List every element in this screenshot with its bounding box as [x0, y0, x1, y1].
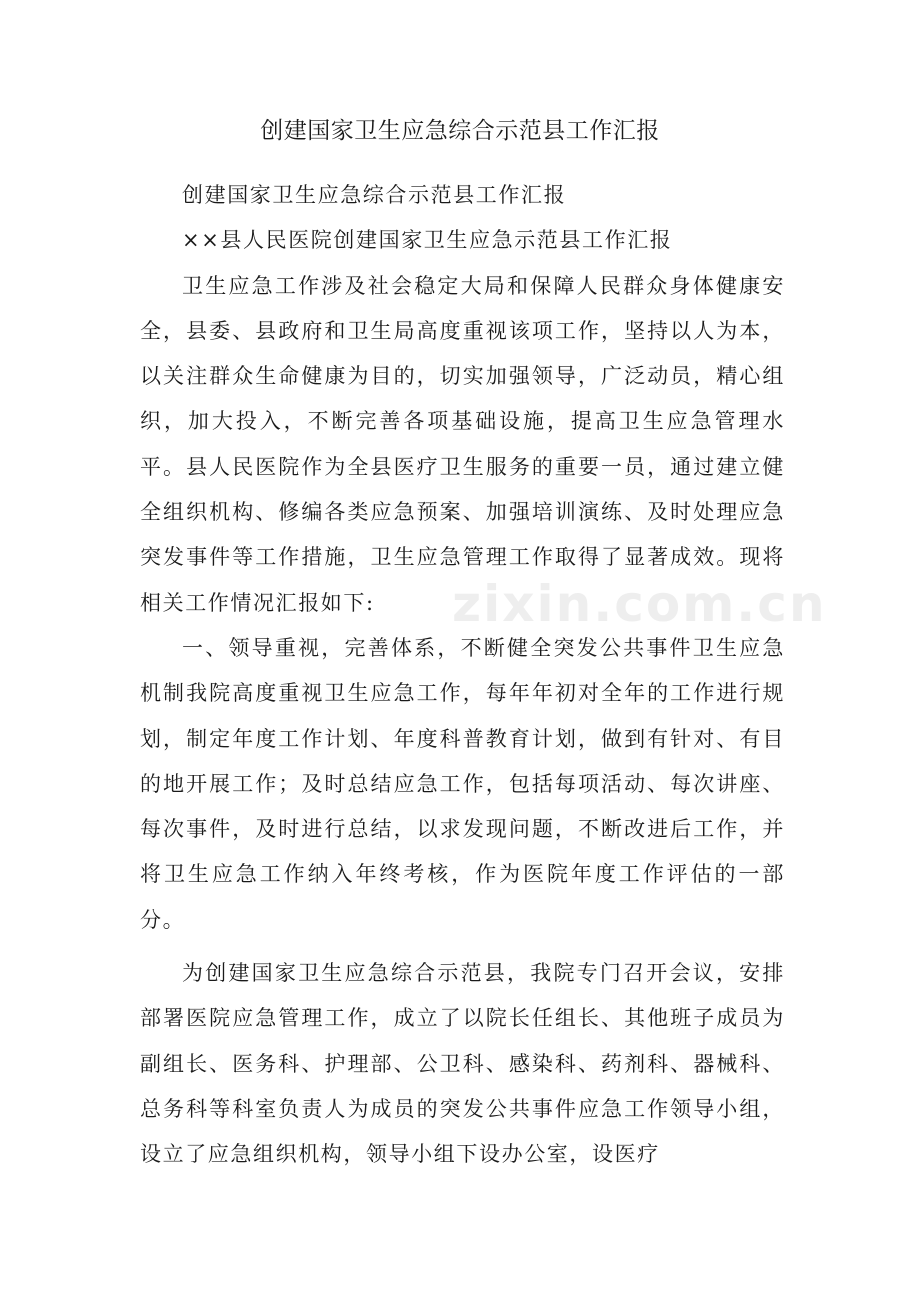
paragraph-intro: 卫生应急工作涉及社会稳定大局和保障人民群众身体健康安全，县委、县政府和卫生局高度重视该项工作，坚持以人为本，以关注群众生命健康为目的，切实加强领导，广泛动员，精心组织，加大投入，不断完善各项基础设施，提高卫生应急管理水平。县人民医院作为全县医疗卫生服务的重要一员，通过建立健全组织机构、修编各类应急预案、加强培训演练、及时处理应急突发事件等工作措施，卫生应急管理工作取得了显著成效。现将相关工作情况汇报如下:: [140, 273, 785, 615]
document-title: 创建国家卫生应急综合示范县工作汇报: [260, 118, 660, 144]
paragraph-report-heading: ××县人民医院创建国家卫生应急示范县工作汇报: [182, 228, 673, 253]
document-body: [140, 173, 785, 1178]
paragraph-organization: 为创建国家卫生应急综合示范县，我院专门召开会议，安排部署医院应急管理工作，成立了以院长任组长、其他班子成员为副组长、医务科、护理部、公卫科、感染科、药剂科、器械科、总务科等科室负责人为成员的突发公共事件应急工作领导小组，设立了应急组织机构，领导小组下设办公室，设医疗: [140, 961, 785, 1167]
paragraph-subtitle: 创建国家卫生应急综合示范县工作汇报: [182, 183, 567, 207]
paragraph-section-one: 一、领导重视，完善体系，不断健全突发公共事件卫生应急机制我院高度重视卫生应急工作，每年年初对全年的工作进行规划，制定年度工作计划、年度科普教育计划，做到有针对、有目的地开展工作；及时总结应急工作，包括每项活动、每次讲座、每次事件，及时进行总结，以求发现问题，不断改进后工作，并将卫生应急工作纳入年终考核，作为医院年度工作评估的一部分。: [140, 635, 785, 932]
watermark-text: zixin.com.cn: [452, 575, 827, 633]
